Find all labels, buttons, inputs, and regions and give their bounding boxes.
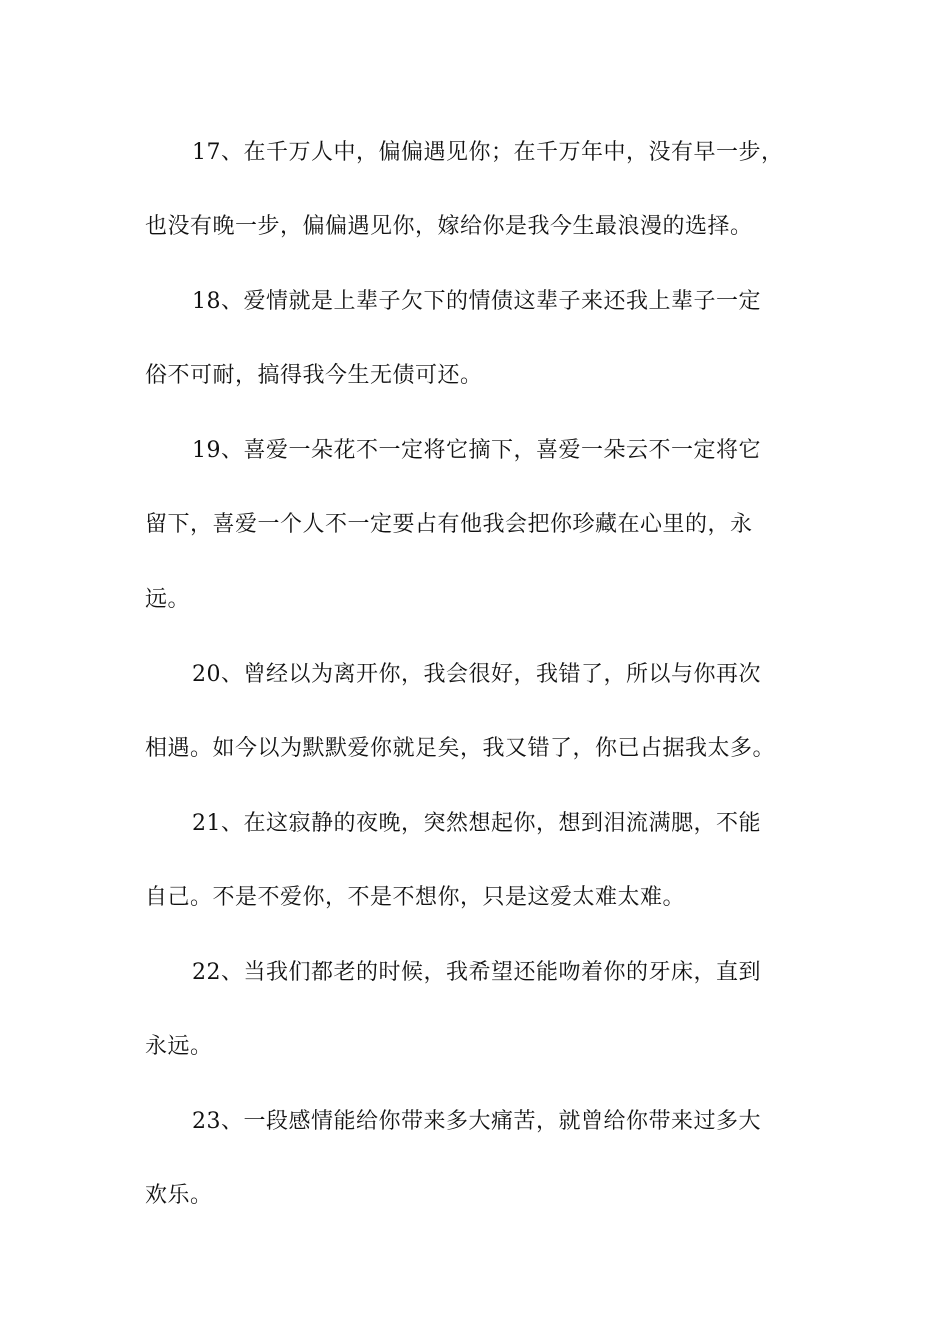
paragraph-23-line-2: 欢乐。 bbox=[145, 1183, 213, 1208]
paragraph-19-line-3: 远。 bbox=[145, 587, 191, 612]
paragraph-18-line-2: 俗不可耐，搞得我今生无债可还。 bbox=[145, 363, 483, 388]
paragraph-22-line-1: 22、当我们都老的时候，我希望还能吻着你的牙床，直到 bbox=[192, 960, 761, 985]
paragraph-19-line-2: 留下，喜爱一个人不一定要占有他我会把你珍藏在心里的，永 bbox=[145, 512, 753, 537]
paragraph-19-line-1: 19、喜爱一朵花不一定将它摘下，喜爱一朵云不一定将它 bbox=[192, 438, 761, 463]
paragraph-22-line-2: 永远。 bbox=[145, 1034, 213, 1059]
paragraph-20-line-1: 20、曾经以为离开你，我会很好，我错了，所以与你再次 bbox=[192, 662, 761, 687]
paragraph-17-line-2: 也没有晚一步，偏偏遇见你，嫁给你是我今生最浪漫的选择。 bbox=[145, 214, 753, 239]
paragraph-17-line-1: 17、在千万人中，偏偏遇见你；在千万年中，没有早一步， bbox=[192, 140, 784, 165]
paragraph-20-line-2: 相遇。如今以为默默爱你就足矣，我又错了，你已占据我太多。 bbox=[145, 736, 776, 761]
paragraph-21-line-2: 自己。不是不爱你，不是不想你，只是这爱太难太难。 bbox=[145, 885, 686, 910]
paragraph-21-line-1: 21、在这寂静的夜晚，突然想起你，想到泪流满腮，不能 bbox=[192, 811, 761, 836]
paragraph-23-line-1: 23、一段感情能给你带来多大痛苦，就曾给你带来过多大 bbox=[192, 1109, 761, 1134]
paragraph-18-line-1: 18、爱情就是上辈子欠下的情债这辈子来还我上辈子一定 bbox=[192, 289, 761, 314]
